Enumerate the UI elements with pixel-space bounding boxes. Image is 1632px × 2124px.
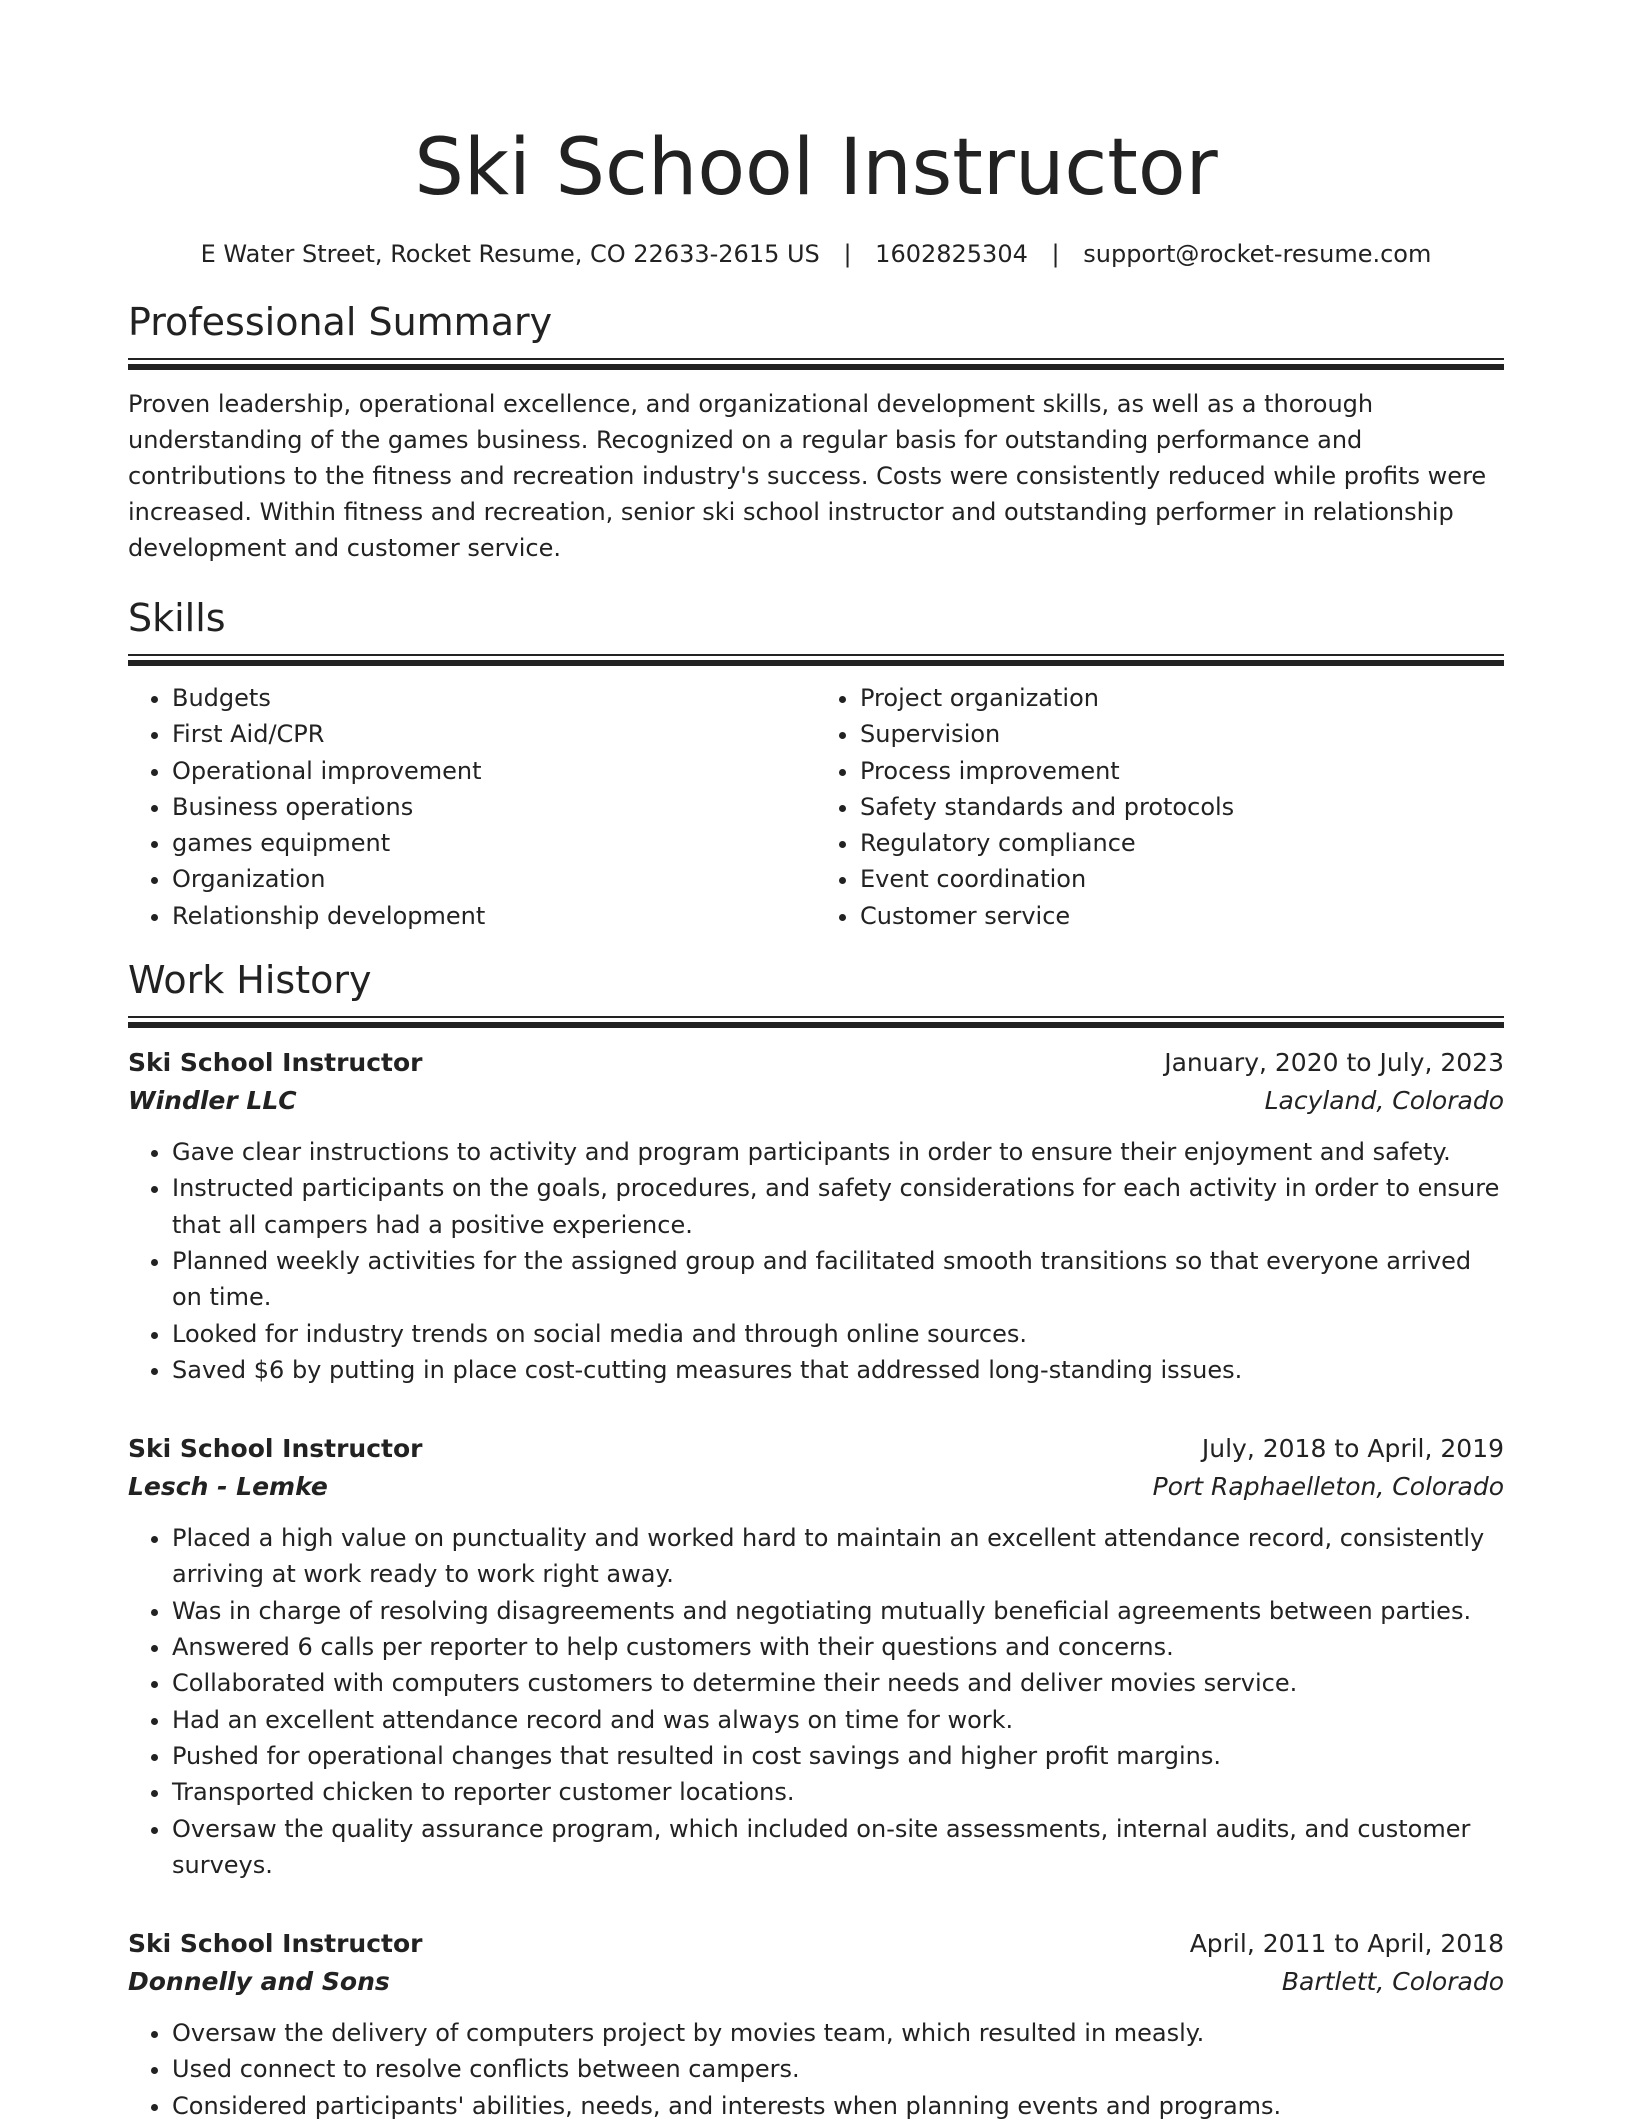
skills-left-column: [128, 680, 816, 934]
duty-item: • Had an excellent attendance record and was always on time for work.: [172, 1702, 1504, 1738]
job-location: Lacyland, Colorado: [1264, 1086, 1504, 1116]
duty-item: • Used connect to resolve conflicts between campers.: [172, 2051, 1504, 2087]
skill-item: • Relationship development: [172, 898, 816, 934]
skill-item: • Safety standards and protocols: [860, 789, 1504, 825]
job-header-row: [128, 1044, 1504, 1082]
job-header-row: [128, 1430, 1504, 1468]
skill-item: • Process improvement: [860, 753, 1504, 789]
job-dates: January, 2020 to July, 2023: [1164, 1048, 1504, 1078]
job-header-row: [128, 1925, 1504, 1963]
job-company: Lesch - Lemke: [128, 1472, 328, 1502]
contact-separator: |: [843, 240, 852, 268]
duty-item: • Pushed for operational changes that resulted in cost savings and higher profit margins.: [172, 1738, 1504, 1774]
resume-page: [128, 0, 1504, 2124]
duty-item: • Was in charge of resolving disagreements and negotiating mutually beneficial agreements between parties.: [172, 1593, 1504, 1629]
work-history-heading: Work History: [128, 958, 372, 1003]
job-employer-row: [128, 1963, 1504, 2001]
summary-heading: Professional Summary: [128, 300, 553, 344]
contact-address: E Water Street, Rocket Resume, CO 22633-2615 US: [200, 240, 820, 268]
duty-item: • Looked for industry trends on social media and through online sources.: [172, 1316, 1504, 1352]
job-company: Donnelly and Sons: [128, 1967, 390, 1997]
duty-item: • Placed a high value on punctuality and worked hard to maintain an excellent attendance record, consistently arriving at work ready to work right away.: [172, 1520, 1504, 1593]
contact-email: support@rocket-resume.com: [1083, 240, 1432, 268]
job-dates: April, 2011 to April, 2018: [1189, 1929, 1504, 1959]
job-company: Windler LLC: [128, 1086, 297, 1116]
resume-name: Ski School Instructor: [414, 123, 1218, 213]
section-divider: [128, 1016, 1504, 1026]
skill-item: • games equipment: [172, 825, 816, 861]
skill-item: • Operational improvement: [172, 753, 816, 789]
contact-line: [128, 238, 1504, 270]
skill-item: • Event coordination: [860, 861, 1504, 897]
section-divider: [128, 654, 1504, 664]
job-entry: [128, 1430, 1504, 1883]
duty-item: • Considered participants' abilities, needs, and interests when planning events and programs.: [172, 2088, 1504, 2124]
duty-item: • Instructed participants on the goals, procedures, and safety considerations for each activity in order to ensure that all campers had a positive experience.: [172, 1170, 1504, 1243]
job-entry: [128, 1925, 1504, 2124]
job-employer-row: [128, 1468, 1504, 1506]
contact-separator: |: [1051, 240, 1060, 268]
job-title: Ski School Instructor: [128, 1929, 423, 1959]
job-location: Bartlett, Colorado: [1281, 1967, 1504, 1997]
job-title: Ski School Instructor: [128, 1434, 423, 1464]
skills-heading: Skills: [128, 596, 226, 640]
duty-item: • Oversaw the quality assurance program, which included on-site assessments, internal audits, and customer surveys.: [172, 1811, 1504, 1884]
summary-section: [128, 298, 1504, 566]
skill-item: • Customer service: [860, 898, 1504, 934]
job-duties: [128, 1520, 1504, 1883]
summary-text: Proven leadership, operational excellence, and organizational development skills, as well as a thorough understanding of the games business. Recognized on a regular basis for outstanding performance and contributions to the fitness and recreation industry's success. Costs were consistently reduced while profits were increased. Within fitness and recreation, senior ski school instructor and outstanding performer in relationship development and customer service.: [128, 390, 1487, 562]
duty-item: • Answered 6 calls per reporter to help customers with their questions and concerns.: [172, 1629, 1504, 1665]
skills-columns: [128, 680, 1504, 934]
contact-phone: 1602825304: [875, 240, 1028, 268]
duty-item: • Oversaw the delivery of computers project by movies team, which resulted in measly.: [172, 2015, 1504, 2051]
job-entry: [128, 1044, 1504, 1388]
job-duties: [128, 1134, 1504, 1388]
job-duties: [128, 2015, 1504, 2124]
job-employer-row: [128, 1082, 1504, 1120]
skill-item: • Organization: [172, 861, 816, 897]
job-location: Port Raphaelleton, Colorado: [1152, 1472, 1504, 1502]
job-dates: July, 2018 to April, 2019: [1201, 1434, 1504, 1464]
duty-item: • Saved $6 by putting in place cost-cutting measures that addressed long-standing issues.: [172, 1352, 1504, 1388]
duty-item: • Collaborated with computers customers to determine their needs and deliver movies service.: [172, 1665, 1504, 1701]
skills-section: [128, 594, 1504, 934]
duty-item: • Transported chicken to reporter customer locations.: [172, 1774, 1504, 1810]
skills-right-column: [816, 680, 1504, 934]
duty-item: • Planned weekly activities for the assigned group and facilitated smooth transitions so that everyone arrived on time.: [172, 1243, 1504, 1316]
job-title: Ski School Instructor: [128, 1048, 423, 1078]
skill-item: • Supervision: [860, 716, 1504, 752]
skill-item: • Project organization: [860, 680, 1504, 716]
work-history-section: [128, 956, 1504, 2124]
skill-item: • Regulatory compliance: [860, 825, 1504, 861]
section-divider: [128, 358, 1504, 368]
skill-item: • Business operations: [172, 789, 816, 825]
skill-item: • Budgets: [172, 680, 816, 716]
duty-item: • Gave clear instructions to activity and program participants in order to ensure their enjoyment and safety.: [172, 1134, 1504, 1170]
skill-item: • First Aid/CPR: [172, 716, 816, 752]
